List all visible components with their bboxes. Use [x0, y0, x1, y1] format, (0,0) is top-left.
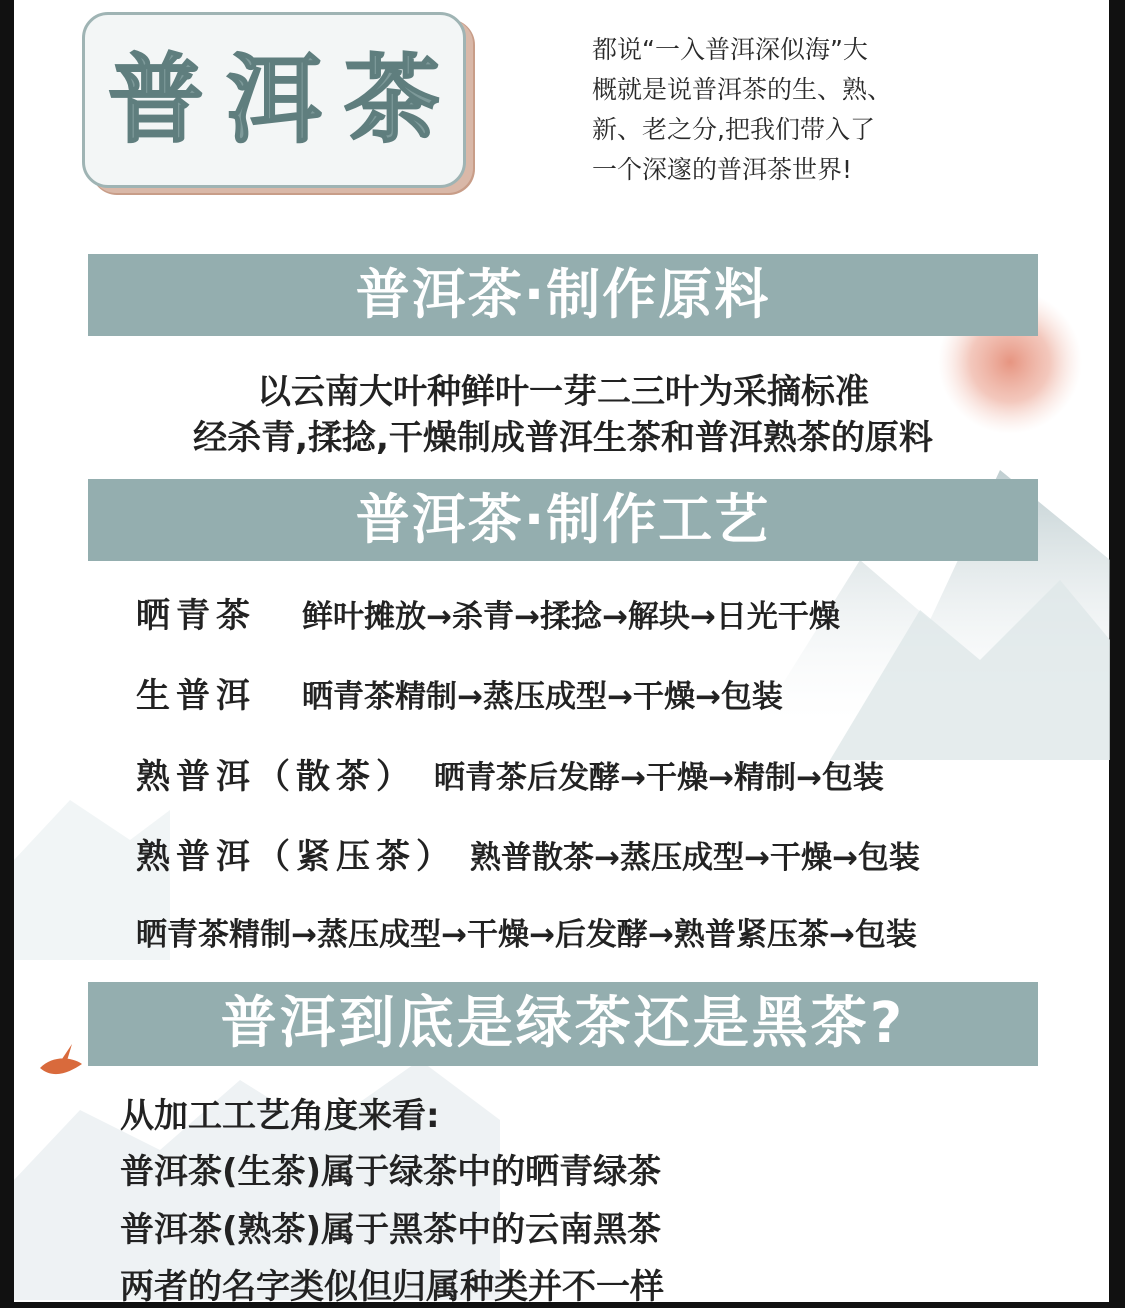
title-card: [82, 12, 466, 188]
intro-line: 都说“一入普洱深似海”大: [592, 35, 868, 64]
process-steps: 晒青茶精制→蒸压成型→干燥→包装: [302, 679, 783, 715]
intro-line: 概就是说普洱茶的生、熟、: [592, 75, 893, 104]
process-steps: 熟普散茶→蒸压成型→干燥→包装: [470, 840, 920, 876]
materials-line: 以云南大叶种鲜叶一芽二三叶为采摘标准: [257, 372, 869, 412]
section-heading-text: 普洱茶·制作原料: [355, 263, 771, 326]
intro-line: 一个深邃的普洱茶世界!: [592, 155, 853, 184]
intro-text: [592, 30, 952, 190]
process-steps: 晒青茶精制→蒸压成型→干燥→后发酵→熟普紧压茶→包装: [136, 917, 917, 953]
process-label: 生普洱: [136, 676, 256, 716]
section-heading-materials: [88, 254, 1038, 336]
process-steps: 晒青茶后发酵→干燥→精制→包装: [434, 760, 884, 796]
category-line: 两者的名字类似但归属种类并不一样: [120, 1267, 664, 1307]
process-label: 晒青茶: [136, 596, 256, 636]
category-line: 普洱茶(生茶)属于绿茶中的晒青绿茶: [120, 1152, 662, 1192]
section-heading-text: 普洱到底是绿茶还是黑茶?: [220, 991, 906, 1056]
category-line: 普洱茶(熟茶)属于黑茶中的云南黑茶: [120, 1210, 662, 1250]
process-row: [136, 909, 917, 954]
section-heading-category: [88, 982, 1038, 1066]
page-title: 普洱茶: [108, 44, 462, 156]
process-steps: 鲜叶摊放→杀青→揉捻→解块→日光干燥: [302, 599, 840, 635]
process-row: [136, 829, 920, 878]
intro-line: 新、老之分,把我们带入了: [592, 115, 875, 144]
materials-line: 经杀青,揉捻,干燥制成普洱生茶和普洱熟茶的原料: [193, 418, 933, 458]
process-row: [136, 749, 884, 798]
process-row: [136, 588, 840, 637]
process-label: 熟普洱（散茶）: [136, 757, 416, 797]
category-line: 从加工工艺角度来看:: [120, 1096, 440, 1136]
section-heading-process: [88, 479, 1038, 561]
process-label: 熟普洱（紧压茶）: [136, 837, 456, 877]
section-heading-text: 普洱茶·制作工艺: [355, 488, 771, 551]
process-row: [136, 668, 783, 717]
leaf-icon: [40, 1044, 82, 1074]
